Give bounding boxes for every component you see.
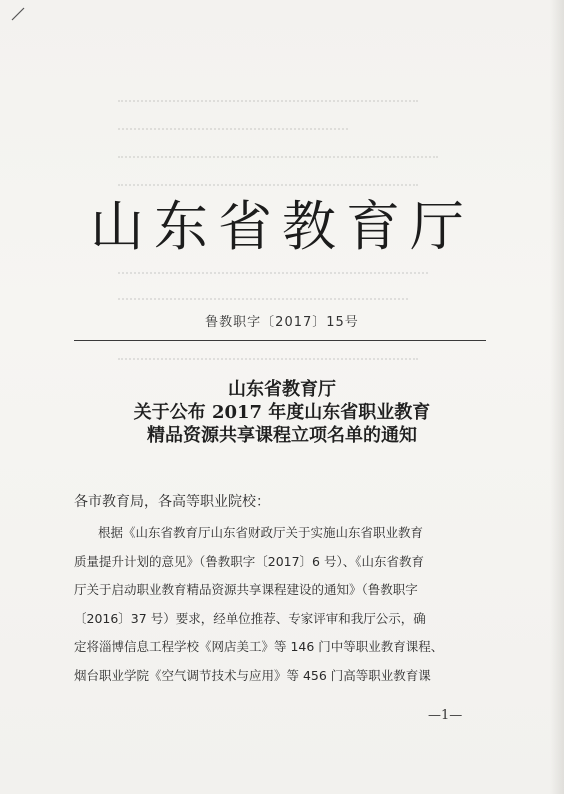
body-line: 质量提升计划的意见》（鲁教职字〔2017〕6 号）、《山东省教育 [74,553,424,569]
header-divider [74,340,486,341]
corner-fold-mark [10,6,26,22]
page-edge-shadow [550,0,564,794]
body-line: 定将淄博信息工程学校《网店美工》等 146 门中等职业教育课程、 [74,639,444,655]
title-line: 精品资源共享课程立项名单的通知 [147,425,417,446]
body-line: 〔2016〕37 号）要求，经单位推荐、专家评审和我厅公示，确 [74,610,426,626]
show-through-line [118,128,348,131]
notice-title [0,378,564,447]
show-through-line [118,100,418,103]
title-line: 山东省教育厅 [228,379,336,400]
document-number: 鲁教职字〔2017〕15号 [205,315,359,330]
body-text [74,519,494,691]
body-line: 烟台职业学院《空气调节技术与应用》等 456 门高等职业教育课 [74,667,431,683]
body-line: 根据《山东省教育厅山东省财政厅关于实施山东省职业教育 [98,525,424,540]
show-through-line [118,358,418,361]
title-line: 关于公布 2017 年度山东省职业教育 [133,402,431,423]
show-through-line [118,184,418,187]
issuer-heading: 山东省教育厅 [90,195,474,258]
show-through-line [118,272,428,275]
show-through-line [118,298,408,301]
page-number: —1— [428,708,463,723]
show-through-line [118,156,438,159]
body-line: 厅关于启动职业教育精品资源共享课程建设的通知》（鲁教职字 [74,582,418,598]
salutation: 各市教育局，各高等职业院校： [74,494,270,510]
